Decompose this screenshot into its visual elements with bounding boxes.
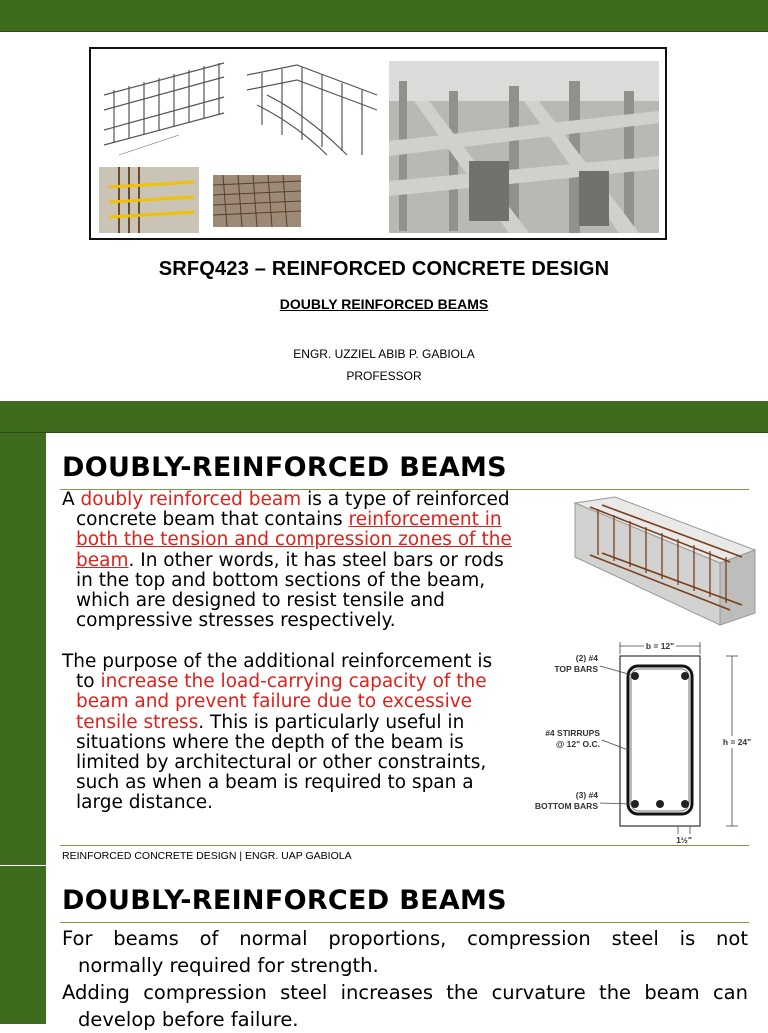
slide2-heading: DOUBLY-REINFORCED BEAMS: [62, 452, 507, 483]
slide3-body: For beams of normal proportions, compression steel is not normally required for strength. Adding compression steel increases the curvature the beam can develop before failure.: [62, 927, 748, 1031]
slide3-heading: DOUBLY-REINFORCED BEAMS: [62, 885, 507, 916]
height-label: h = 24": [722, 737, 752, 747]
bottom-bars-label-1: (3) #4: [575, 790, 598, 800]
rebar-mesh-photo: [213, 175, 301, 227]
rebar-cage-drawing: [99, 55, 231, 163]
paragraph-definition: A doubly reinforced beam is a type of reinforced concrete beam that contains reinforcement in both the tension and compression zones of the beam. In other words, it has steel bars or rods in the top and bottom sections of the beam, which are designed to resist tensile and compressive stresses respectively.: [62, 489, 512, 632]
top-bars-label-2: TOP BARS: [554, 664, 598, 674]
highlight-doubly-reinforced-beam: doubly reinforced beam: [80, 489, 302, 510]
header-image-collage: [89, 47, 667, 240]
stirrups-label-1: #4 STIRRUPS: [545, 728, 600, 738]
top-green-bar: [0, 0, 768, 32]
stirrups-label-2: @ 12" O.C.: [556, 739, 600, 749]
author-name: ENGR. UZZIEL ABIB P. GABIOLA: [293, 347, 475, 361]
slide3-heading-rule: [60, 922, 749, 923]
rebar-bend-drawing: [237, 55, 385, 163]
slide-footer: REINFORCED CONCRETE DESIGN | ENGR. UAP GABIOLA: [62, 850, 352, 862]
top-bars-label-1: (2) #4: [575, 653, 598, 663]
column-rebar-photo: [99, 167, 199, 233]
bottom-bars-label-2: BOTTOM BARS: [534, 801, 598, 811]
slide3-left-green-bar: [0, 866, 46, 1024]
paragraph-purpose: The purpose of the additional reinforcement is to increase the load-carrying capacity of the beam and prevent failure due to excessive tensile stress. This is particularly useful in situations where the depth of the beam is limited by architectural or other constraints, such as when a beam is required to span a large distance.: [62, 651, 493, 814]
width-label: b = 12": [645, 641, 675, 651]
course-title: SRFQ423 – REINFORCED CONCRETE DESIGN: [158, 258, 610, 280]
slide2-footer-rule: [60, 845, 749, 846]
slide2-left-green-bar: [0, 433, 46, 865]
topic-title: DOUBLY REINFORCED BEAMS: [279, 296, 489, 312]
slide2-top-green-bar: [0, 401, 768, 433]
beam-3d-illustration: [570, 495, 760, 630]
beam-cross-section-diagram: [520, 638, 760, 848]
cover-label: 1½": [676, 835, 692, 845]
author-role: PROFESSOR: [346, 369, 422, 383]
construction-site-photo: [389, 61, 659, 233]
